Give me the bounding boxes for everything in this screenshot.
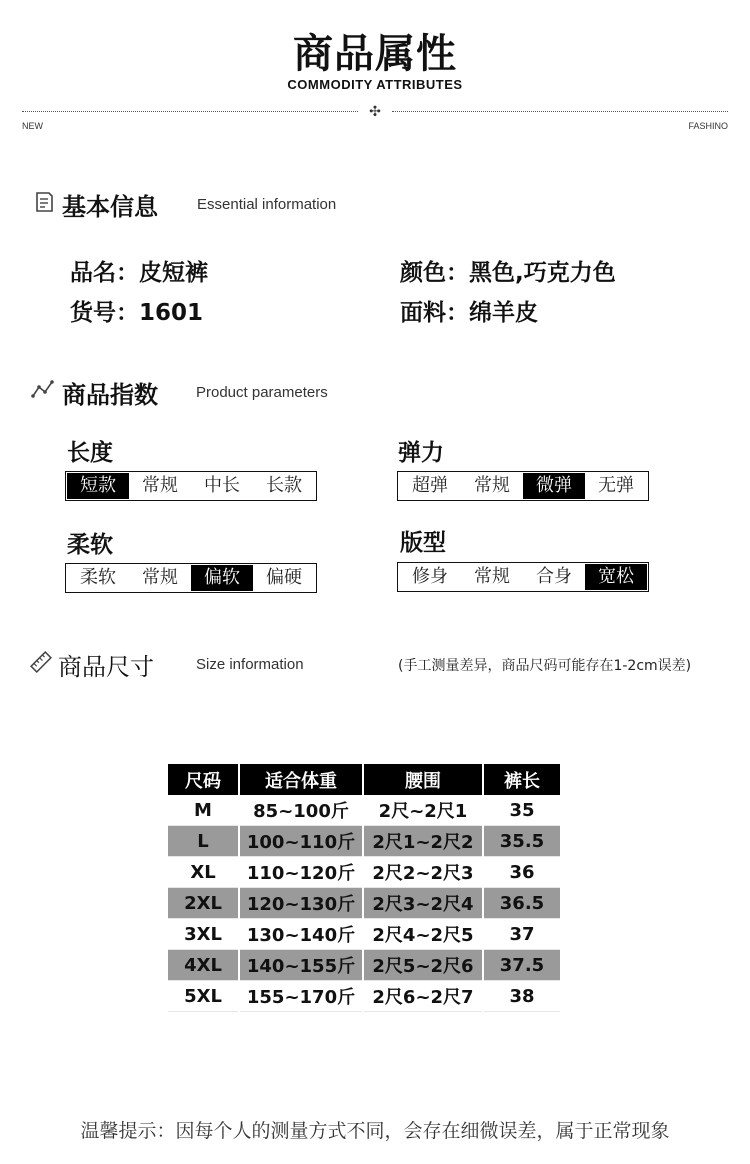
table-cell: 110~120斤	[240, 857, 362, 888]
table-cell: 38	[484, 981, 560, 1012]
table-cell: 155~170斤	[240, 981, 362, 1012]
table-row	[168, 950, 560, 981]
basic-info-title-en: Essential information	[197, 196, 337, 213]
cross-ornament-icon: ✣	[369, 104, 381, 120]
param-option: 修身	[412, 566, 448, 587]
table-row	[168, 826, 560, 857]
param-option: 超弹	[412, 475, 448, 496]
table-cell: 35.5	[484, 826, 560, 857]
header-waist: 腰围	[364, 764, 482, 795]
header-weight: 适合体重	[240, 764, 362, 795]
param-option: 微弹	[523, 473, 585, 499]
table-cell: 120~130斤	[240, 888, 362, 919]
page-title: 商品属性	[293, 31, 457, 77]
line-chart-icon	[31, 378, 53, 400]
param-option: 长款	[266, 475, 302, 496]
product-color: 颜色：黑色,巧克力色	[400, 260, 616, 286]
param-option: 宽松	[585, 564, 647, 590]
param-label-elasticity: 弹力	[398, 440, 444, 466]
param-scale-length	[65, 471, 317, 501]
param-option: 常规	[474, 475, 510, 496]
param-option: 柔软	[80, 567, 116, 588]
table-cell: 37.5	[484, 950, 560, 981]
param-scale-softness	[65, 563, 317, 593]
table-cell: 100~110斤	[240, 826, 362, 857]
table-cell: 140~155斤	[240, 950, 362, 981]
param-label-softness: 柔软	[67, 532, 113, 558]
table-cell: XL	[168, 857, 238, 888]
page-subtitle: COMMODITY ATTRIBUTES	[287, 77, 463, 92]
table-cell: 37	[484, 919, 560, 950]
table-cell: 2尺3~2尺4	[364, 888, 482, 919]
header-size: 尺码	[168, 764, 238, 795]
table-row	[168, 981, 560, 1012]
param-option: 偏软	[191, 565, 253, 591]
table-cell: 2尺1~2尺2	[364, 826, 482, 857]
param-option: 常规	[474, 566, 510, 587]
size-title-en: Size information	[196, 656, 304, 673]
right-tag: FASHINO	[688, 121, 728, 131]
table-row	[168, 888, 560, 919]
table-cell: 2尺~2尺1	[364, 795, 482, 826]
table-cell: 4XL	[168, 950, 238, 981]
table-row	[168, 919, 560, 950]
basic-info-title: 基本信息	[62, 193, 158, 221]
table-row	[168, 857, 560, 888]
footer-tip: 温馨提示：因每个人的测量方式不同，会存在细微误差，属于正常现象	[80, 1120, 670, 1142]
table-cell: 2尺5~2尺6	[364, 950, 482, 981]
param-option: 无弹	[598, 475, 634, 496]
table-cell: 2尺2~2尺3	[364, 857, 482, 888]
param-option: 中长	[204, 475, 240, 496]
table-cell: L	[168, 826, 238, 857]
divider-left	[22, 111, 358, 112]
ruler-icon	[30, 651, 52, 673]
param-label-length: 长度	[67, 440, 113, 466]
table-cell: 2尺6~2尺7	[364, 981, 482, 1012]
size-title: 商品尺寸	[58, 653, 154, 681]
param-option: 常规	[142, 567, 178, 588]
size-table-header	[168, 764, 560, 795]
param-scale-elasticity	[397, 471, 649, 501]
params-title-en: Product parameters	[196, 384, 328, 401]
params-title: 商品指数	[62, 381, 158, 409]
param-label-fit: 版型	[400, 530, 446, 556]
table-cell: 85~100斤	[240, 795, 362, 826]
param-option: 短款	[67, 473, 129, 499]
measurement-note: (手工测量差异，商品尺码可能存在1-2cm误差)	[398, 658, 692, 674]
table-cell: 2尺4~2尺5	[364, 919, 482, 950]
table-cell: M	[168, 795, 238, 826]
table-cell: 130~140斤	[240, 919, 362, 950]
document-icon	[33, 191, 55, 213]
product-fabric: 面料：绵羊皮	[400, 300, 538, 326]
table-cell: 35	[484, 795, 560, 826]
table-cell: 5XL	[168, 981, 238, 1012]
table-cell: 36.5	[484, 888, 560, 919]
param-option: 合身	[536, 566, 572, 587]
param-option: 偏硬	[266, 567, 302, 588]
param-scale-fit	[397, 562, 649, 592]
table-row	[168, 795, 560, 826]
table-cell: 2XL	[168, 888, 238, 919]
param-option: 常规	[142, 475, 178, 496]
table-cell: 3XL	[168, 919, 238, 950]
table-cell: 36	[484, 857, 560, 888]
item-number: 货号：1601	[70, 300, 204, 326]
header-length: 裤长	[484, 764, 560, 795]
size-table	[166, 764, 562, 1012]
left-tag: NEW	[22, 121, 43, 131]
product-name: 品名：皮短裤	[70, 260, 208, 286]
divider-right	[392, 111, 728, 112]
